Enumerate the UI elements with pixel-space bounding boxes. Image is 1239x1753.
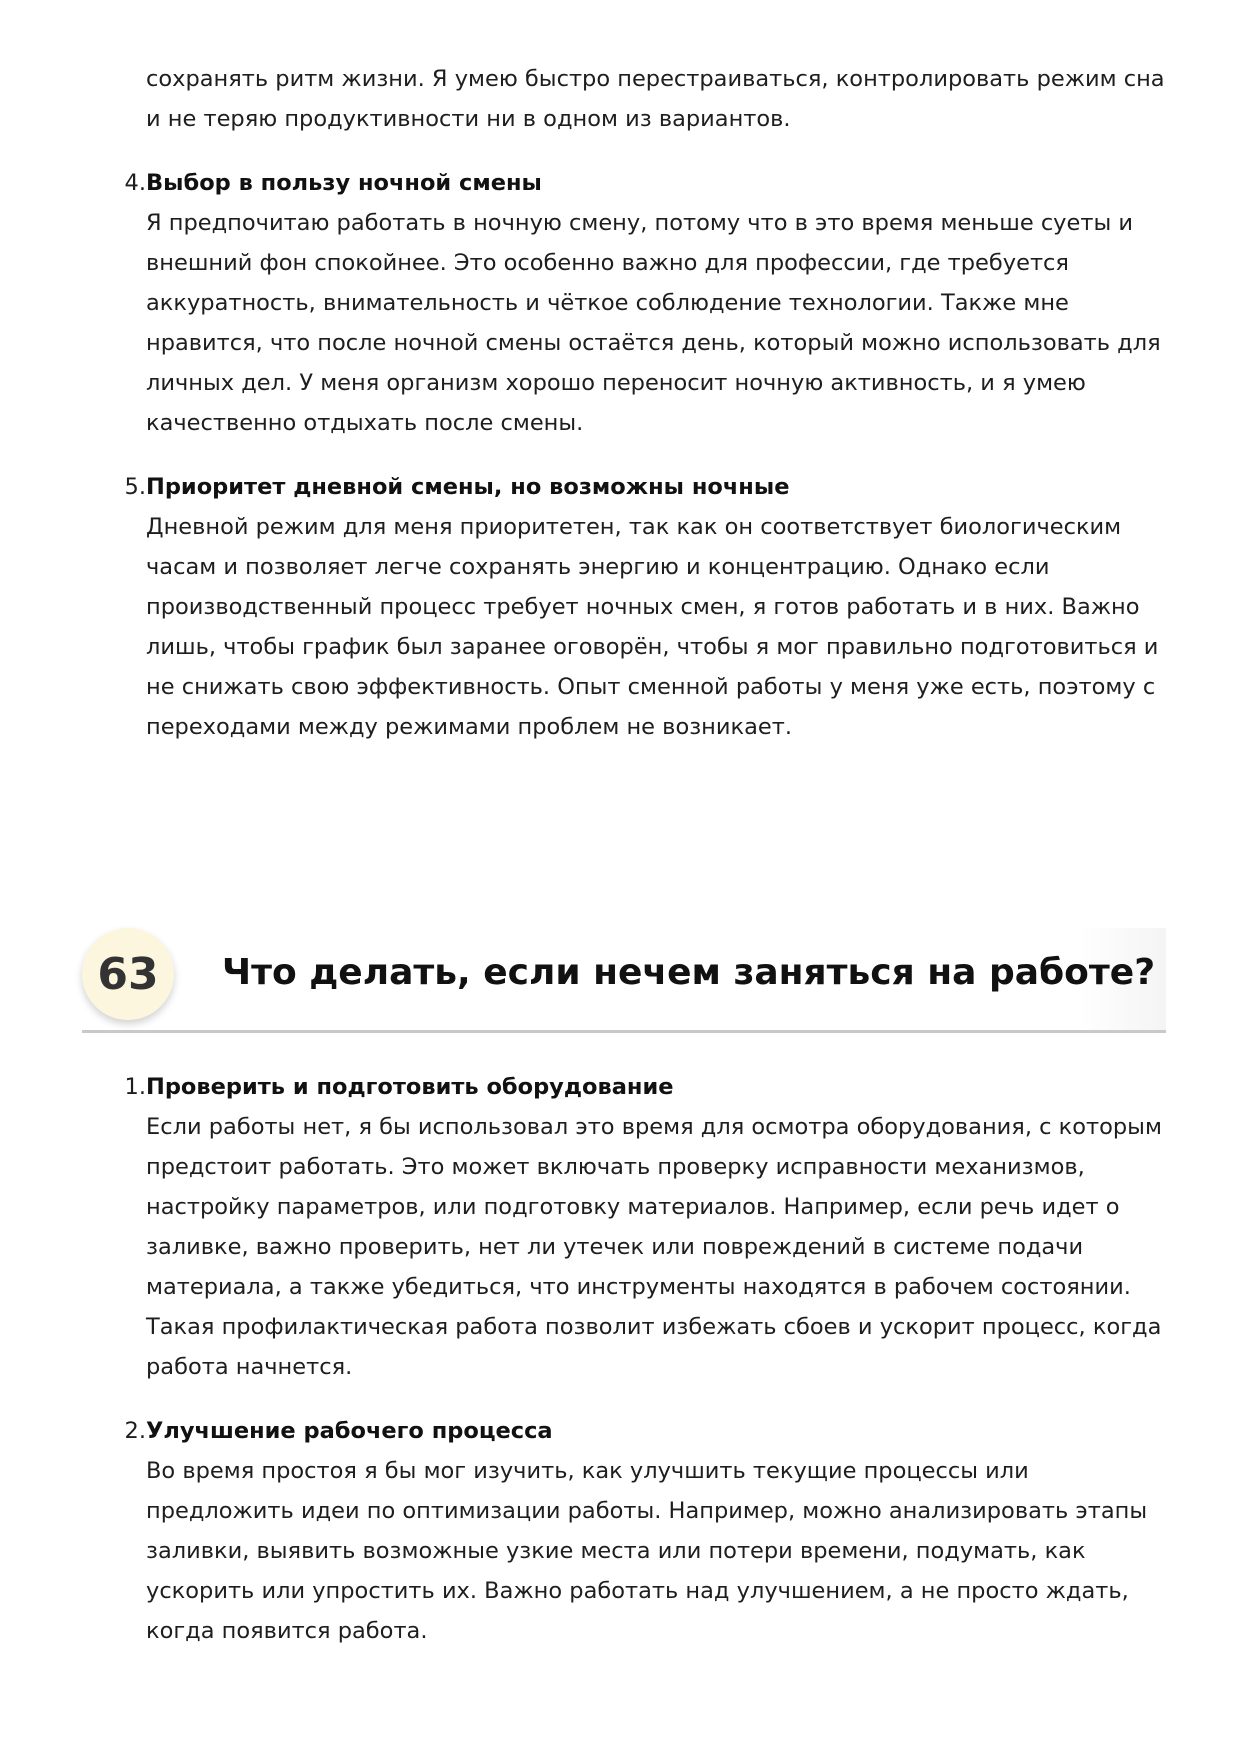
question-header-divider [82,1030,1166,1033]
list-item-text: Дневной режим для меня приоритетен, так как он соответствует биологическим часам и позволяет легче сохранять энергию и концентрацию. Однако если производственный процесс требует ночных смен, я готов работать и в них. Важно лишь, чтобы график был заранее оговорён, чтобы я мог правильно подготовиться и не снижать свою эффективность. Опыт сменной работы у меня уже есть, поэтому с переходами между режимами проблем не возникает. [146,514,1159,740]
list-item-number: 4. [124,170,146,196]
question-title: Что делать, если нечем заняться на работе? [222,952,1156,993]
list-item-number: 2. [124,1418,146,1444]
list-item-number: 1. [124,1074,146,1100]
list-item-text: Я предпочитаю работать в ночную смену, потому что в это время меньше суеты и внешний фон спокойнее. Это особенно важно для профессии, где требуется аккуратность, внимательность и чёткое соблюдение технологии. Также мне нравится, что после ночной смены остаётся день, который можно использовать для личных дел. У меня организм хорошо переносит ночную активность, и я умею качественно отдыхать после смены. [146,210,1161,436]
intro-continuation-text: сохранять ритм жизни. Я умею быстро перестраиваться, контролировать режим сна и не теряю продуктивности ни в одном из вариантов. [146,66,1165,132]
question-number-badge: 63 [82,928,174,1020]
list-item-title: Улучшение рабочего процесса [146,1418,553,1444]
list-item-title: Выбор в пользу ночной смены [146,170,542,196]
question-header [82,928,1166,1032]
list-item-text: Во время простоя я бы мог изучить, как улучшить текущие процессы или предложить идеи по оптимизации работы. Например, можно анализировать этапы заливки, выявить возможные узкие места или потери времени, подумать, как ускорить или упростить их. Важно работать над улучшением, а не просто ждать, когда появится работа. [146,1458,1148,1644]
list-item-title: Приоритет дневной смены, но возможны ночные [146,474,790,500]
list-item-text: Если работы нет, я бы использовал это время для осмотра оборудования, с которым предстоит работать. Это может включать проверку исправности механизмов, настройку параметров, или подготовку материалов. Например, если речь идет о заливке, важно проверить, нет ли утечек или повреждений в системе подачи материала, а также убедиться, что инструменты находятся в рабочем состоянии. Такая профилактическая работа позволит избежать сбоев и ускорит процесс, когда работа начнется. [146,1114,1162,1380]
list-item-title: Проверить и подготовить оборудование [146,1074,674,1100]
list-item-number: 5. [124,474,146,500]
